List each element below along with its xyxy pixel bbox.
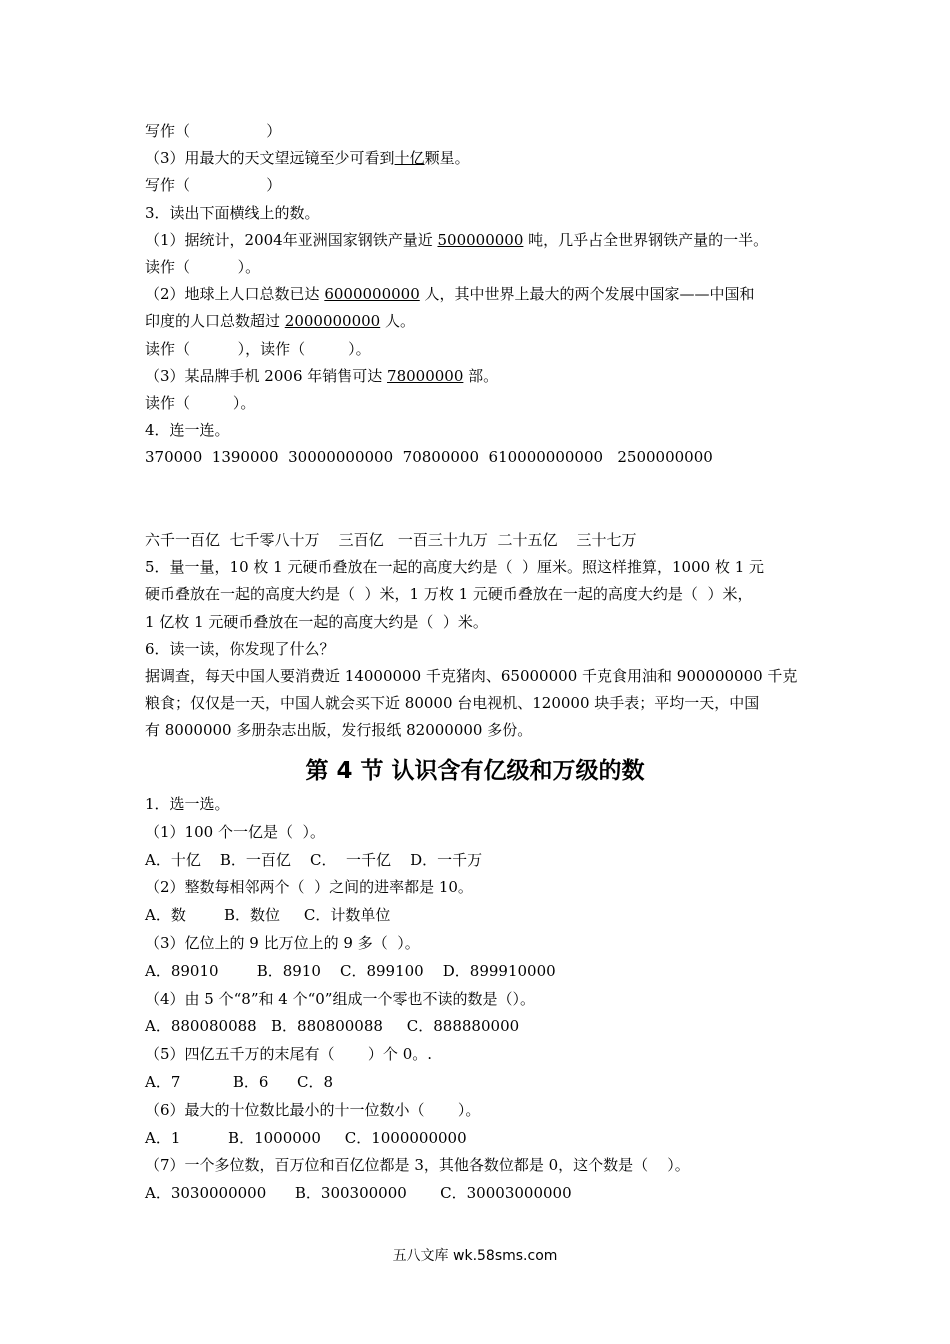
text-line (145, 1016, 519, 1036)
text-line (145, 822, 325, 842)
text-segment: （7）一个多位数，百万位和百亿位都是 3，其他各数位都是 0，这个数是（ ）。 (145, 1156, 690, 1175)
text-segment: （3）某品牌手机 2006 年销售可达 (145, 366, 388, 385)
text-segment: 370000 1390000 30000000000 70800000 610000000000 2500000000 (145, 448, 713, 467)
text-line (145, 850, 482, 870)
text-line (145, 961, 556, 981)
text-segment: 读作（ ）。 (145, 394, 256, 412)
text-segment: （3）用最大的天文望远镜至少可看到 (145, 149, 395, 168)
text-line (145, 1128, 467, 1148)
text-line (145, 666, 797, 686)
text-line (145, 584, 752, 604)
text-line (145, 720, 532, 740)
text-segment: 据调查，每天中国人要消费近 14000000 千克猪肉、65000000 千克食用油和 900000000 千克 (145, 667, 798, 685)
text-segment: A．7 B．6 C．8 (145, 1073, 334, 1091)
text-line (145, 257, 260, 277)
text-segment: 印度的人口总数超过 (145, 312, 285, 331)
text-line (145, 121, 281, 141)
text-line (145, 989, 535, 1009)
text-line (145, 311, 415, 331)
text-line (145, 203, 320, 223)
text-segment: A．1 B．1000000 C．1000000000 (145, 1128, 467, 1147)
text-line (145, 1183, 572, 1203)
text-segment: （5）四亿五千万的末尾有（ ）个 0。. (145, 1045, 433, 1064)
text-segment: A．880080088 B．880800088 C．888880000 (145, 1017, 520, 1036)
text-line (145, 877, 473, 897)
text-segment: 吨，几乎占全世界钢铁产量的一半。 (523, 230, 769, 249)
footer-watermark: 五八文库 wk.58sms.com (392, 1248, 558, 1264)
text-segment: 写作（ ） (145, 176, 282, 195)
text-line (145, 933, 420, 953)
underlined-number: 6000000000 (324, 285, 420, 304)
text-segment: 颗星。 (424, 149, 470, 168)
text-line (145, 1100, 480, 1120)
text-line (145, 905, 390, 925)
text-line (145, 339, 371, 359)
section-title: 第 4 节 认识含有亿级和万级的数 (305, 758, 645, 784)
text-line (145, 284, 755, 304)
text-line (145, 1155, 690, 1175)
text-segment: A．3030000000 B．300300000 C．30003000000 (145, 1184, 572, 1203)
text-line (145, 148, 470, 168)
text-segment: 读作（ ）。 (145, 258, 261, 276)
underlined-number: 2000000000 (284, 312, 381, 331)
text-segment: （2）地球上人口总数已达 (145, 285, 325, 304)
text-segment: （6）最大的十位数比最小的十一位数小（ ）。 (145, 1100, 481, 1119)
text-line (145, 1044, 432, 1064)
text-segment: 六千一百亿 七千零八十万 三百亿 一百三十九万 二十五亿 三十七万 (145, 531, 637, 549)
text-segment: A．89010 B．8910 C．899100 D．899910000 (145, 961, 556, 980)
underlined-number: 78000000 (387, 366, 464, 385)
text-segment: 有 8000000 多册杂志出版，发行报纸 82000000 多份。 (145, 721, 533, 740)
text-segment: A．数 B．数位 C．计数单位 (145, 906, 391, 925)
text-segment: 硬币叠放在一起的高度大约是（ ）米，1 万枚 1 元硬币叠放在一起的高度大约是（ ）米， (145, 585, 753, 604)
text-line (145, 447, 713, 467)
text-line (145, 557, 764, 577)
text-segment: 6．读一读，你发现了什么？ (145, 639, 335, 658)
text-segment: 读作（ ），读作（ ）。 (145, 339, 371, 358)
text-line (145, 693, 759, 713)
text-segment: 1 亿枚 1 元硬币叠放在一起的高度大约是（ ）米。 (145, 612, 488, 631)
text-line (145, 420, 230, 440)
text-segment: 4．连一连。 (145, 421, 230, 440)
text-segment: （1）据统计，2004年亚洲国家钢铁产量近 (145, 230, 438, 249)
text-line (145, 230, 768, 250)
text-segment: （3）亿位上的 9 比万位上的 9 多（ ）。 (145, 934, 420, 952)
text-line (145, 175, 281, 195)
text-segment: 人。 (380, 312, 415, 331)
text-line (145, 612, 488, 632)
underlined-number: 500000000 (437, 230, 524, 249)
text-line (145, 393, 255, 413)
text-segment: 写作（ ） (145, 122, 282, 140)
text-segment: （4）由 5 个“8”和 4 个“0”组成一个零也不读的数是（）。 (145, 989, 535, 1008)
text-line (145, 794, 230, 814)
text-line (145, 639, 335, 659)
text-segment: 3．读出下面横线上的数。 (145, 203, 320, 222)
text-line (145, 530, 637, 550)
underlined-number: 十亿 (394, 149, 425, 168)
text-segment: （1）100 个一亿是（ ）。 (145, 822, 325, 841)
text-segment: 人，其中世界上最大的两个发展中国家——中国和 (419, 285, 755, 304)
text-segment: A．十亿 B．一百亿 C． 一千亿 D．一千万 (145, 850, 483, 869)
text-line (145, 1072, 333, 1092)
text-segment: 5．量一量，10 枚 1 元硬币叠放在一起的高度大约是（ ）厘米。照这样推算，1000 枚 1 元 (145, 558, 765, 577)
text-segment: 部。 (463, 366, 499, 385)
text-segment: （2）整数每相邻两个（ ）之间的进率都是 10。 (145, 878, 473, 897)
text-segment: 粮食；仅仅是一天，中国人就会买下近 80000 台电视机、120000 块手表；平均一天，中国 (145, 694, 760, 713)
text-segment: 1．选一选。 (145, 795, 230, 813)
text-line (145, 366, 498, 386)
